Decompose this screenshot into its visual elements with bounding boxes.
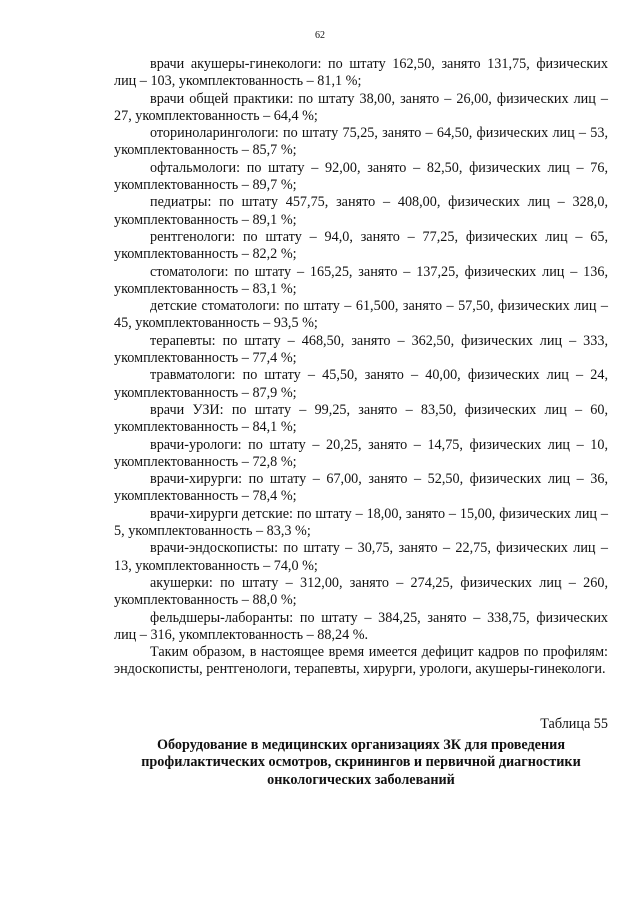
- table-title-line: онкологических заболеваний: [267, 771, 455, 788]
- paragraph-radiologists: рентгенологи: по штату – 94,0, занято – 77,25, физических лиц – 65, укомплектованность – 82,2 %;: [114, 228, 608, 263]
- paragraph-otolaryngologists: оториноларингологи: по штату 75,25, занято – 64,50, физических лиц – 53, укомплектованность – 85,7 %;: [114, 125, 608, 159]
- paragraph-pediatricians: педиатры: по штату 457,75, занято – 408,00, физических лиц – 328,0, укомплектованность – 89,1 %;: [114, 194, 608, 228]
- paragraph-pediatric-surgeons: врачи-хирурги детские: по штату – 18,00, занято – 15,00, физических лиц – 5, укомплектованность – 83,3 %;: [114, 505, 608, 540]
- paragraph-obstetricians: врачи акушеры-гинекологи: по штату 162,50, занято 131,75, физических лиц – 103, укомплектованность – 81,1 %;: [114, 56, 608, 90]
- paragraph-urologists: врачи-урологи: по штату – 20,25, занято – 14,75, физических лиц – 10, укомплектованность – 72,8 %;: [114, 436, 608, 470]
- paragraph-midwives: акушерки: по штату – 312,00, занято – 274,25, физических лиц – 260, укомплектованность – 88,0 %;: [114, 574, 608, 609]
- paragraph-therapists: терапевты: по штату – 468,50, занято – 362,50, физических лиц – 333, укомплектованность – 77,4 %;: [114, 332, 608, 367]
- page-number: 62: [315, 30, 325, 41]
- paragraph-conclusion: Таким образом, в настоящее время имеется дефицит кадров по профилям: эндоскописты, рентгенологи, терапевты, хирурги, урологи, акушеры-гинекологи.: [114, 644, 608, 678]
- table-caption: Таблица 55: [540, 716, 608, 732]
- body-text: [114, 56, 608, 679]
- paragraph-ophthalmologists: офтальмологи: по штату – 92,00, занято – 82,50, физических лиц – 76, укомплектованность – 89,7 %;: [114, 159, 608, 194]
- paragraph-dentists: стоматологи: по штату – 165,25, занято – 137,25, физических лиц – 136, укомплектованность – 83,1 %;: [114, 263, 608, 297]
- table-title: [114, 737, 608, 789]
- paragraph-pediatric-dentists: детские стоматологи: по штату – 61,500, занято – 57,50, физических лиц – 45, укомплектованность – 93,5 %;: [114, 298, 608, 332]
- paragraph-surgeons: врачи-хирурги: по штату – 67,00, занято – 52,50, физических лиц – 36, укомплектованность – 78,4 %;: [114, 471, 608, 505]
- table-title-line: Оборудование в медицинских организациях ЗК для проведения: [156, 737, 566, 753]
- paragraph-general-practice: врачи общей практики: по штату 38,00, занято – 26,00, физических лиц – 27, укомплектованность – 64,4 %;: [114, 90, 608, 124]
- paragraph-traumatologists: травматологи: по штату – 45,50, занято – 40,00, физических лиц – 24, укомплектованность – 87,9 %;: [114, 367, 608, 401]
- paragraph-ultrasound-doctors: врачи УЗИ: по штату – 99,25, занято – 83,50, физических лиц – 60, укомплектованность – 84,1 %;: [114, 401, 608, 436]
- paragraph-lab-paramedics: фельдшеры-лаборанты: по штату – 384,25, занято – 338,75, физических лиц – 316, укомплектованность – 88,24 %.: [114, 609, 608, 643]
- paragraph-endoscopists: врачи-эндоскописты: по штату – 30,75, занято – 22,75, физических лиц – 13, укомплектованность – 74,0 %;: [114, 540, 608, 574]
- table-title-line: профилактических осмотров, скринингов и первичной диагностики: [141, 754, 581, 771]
